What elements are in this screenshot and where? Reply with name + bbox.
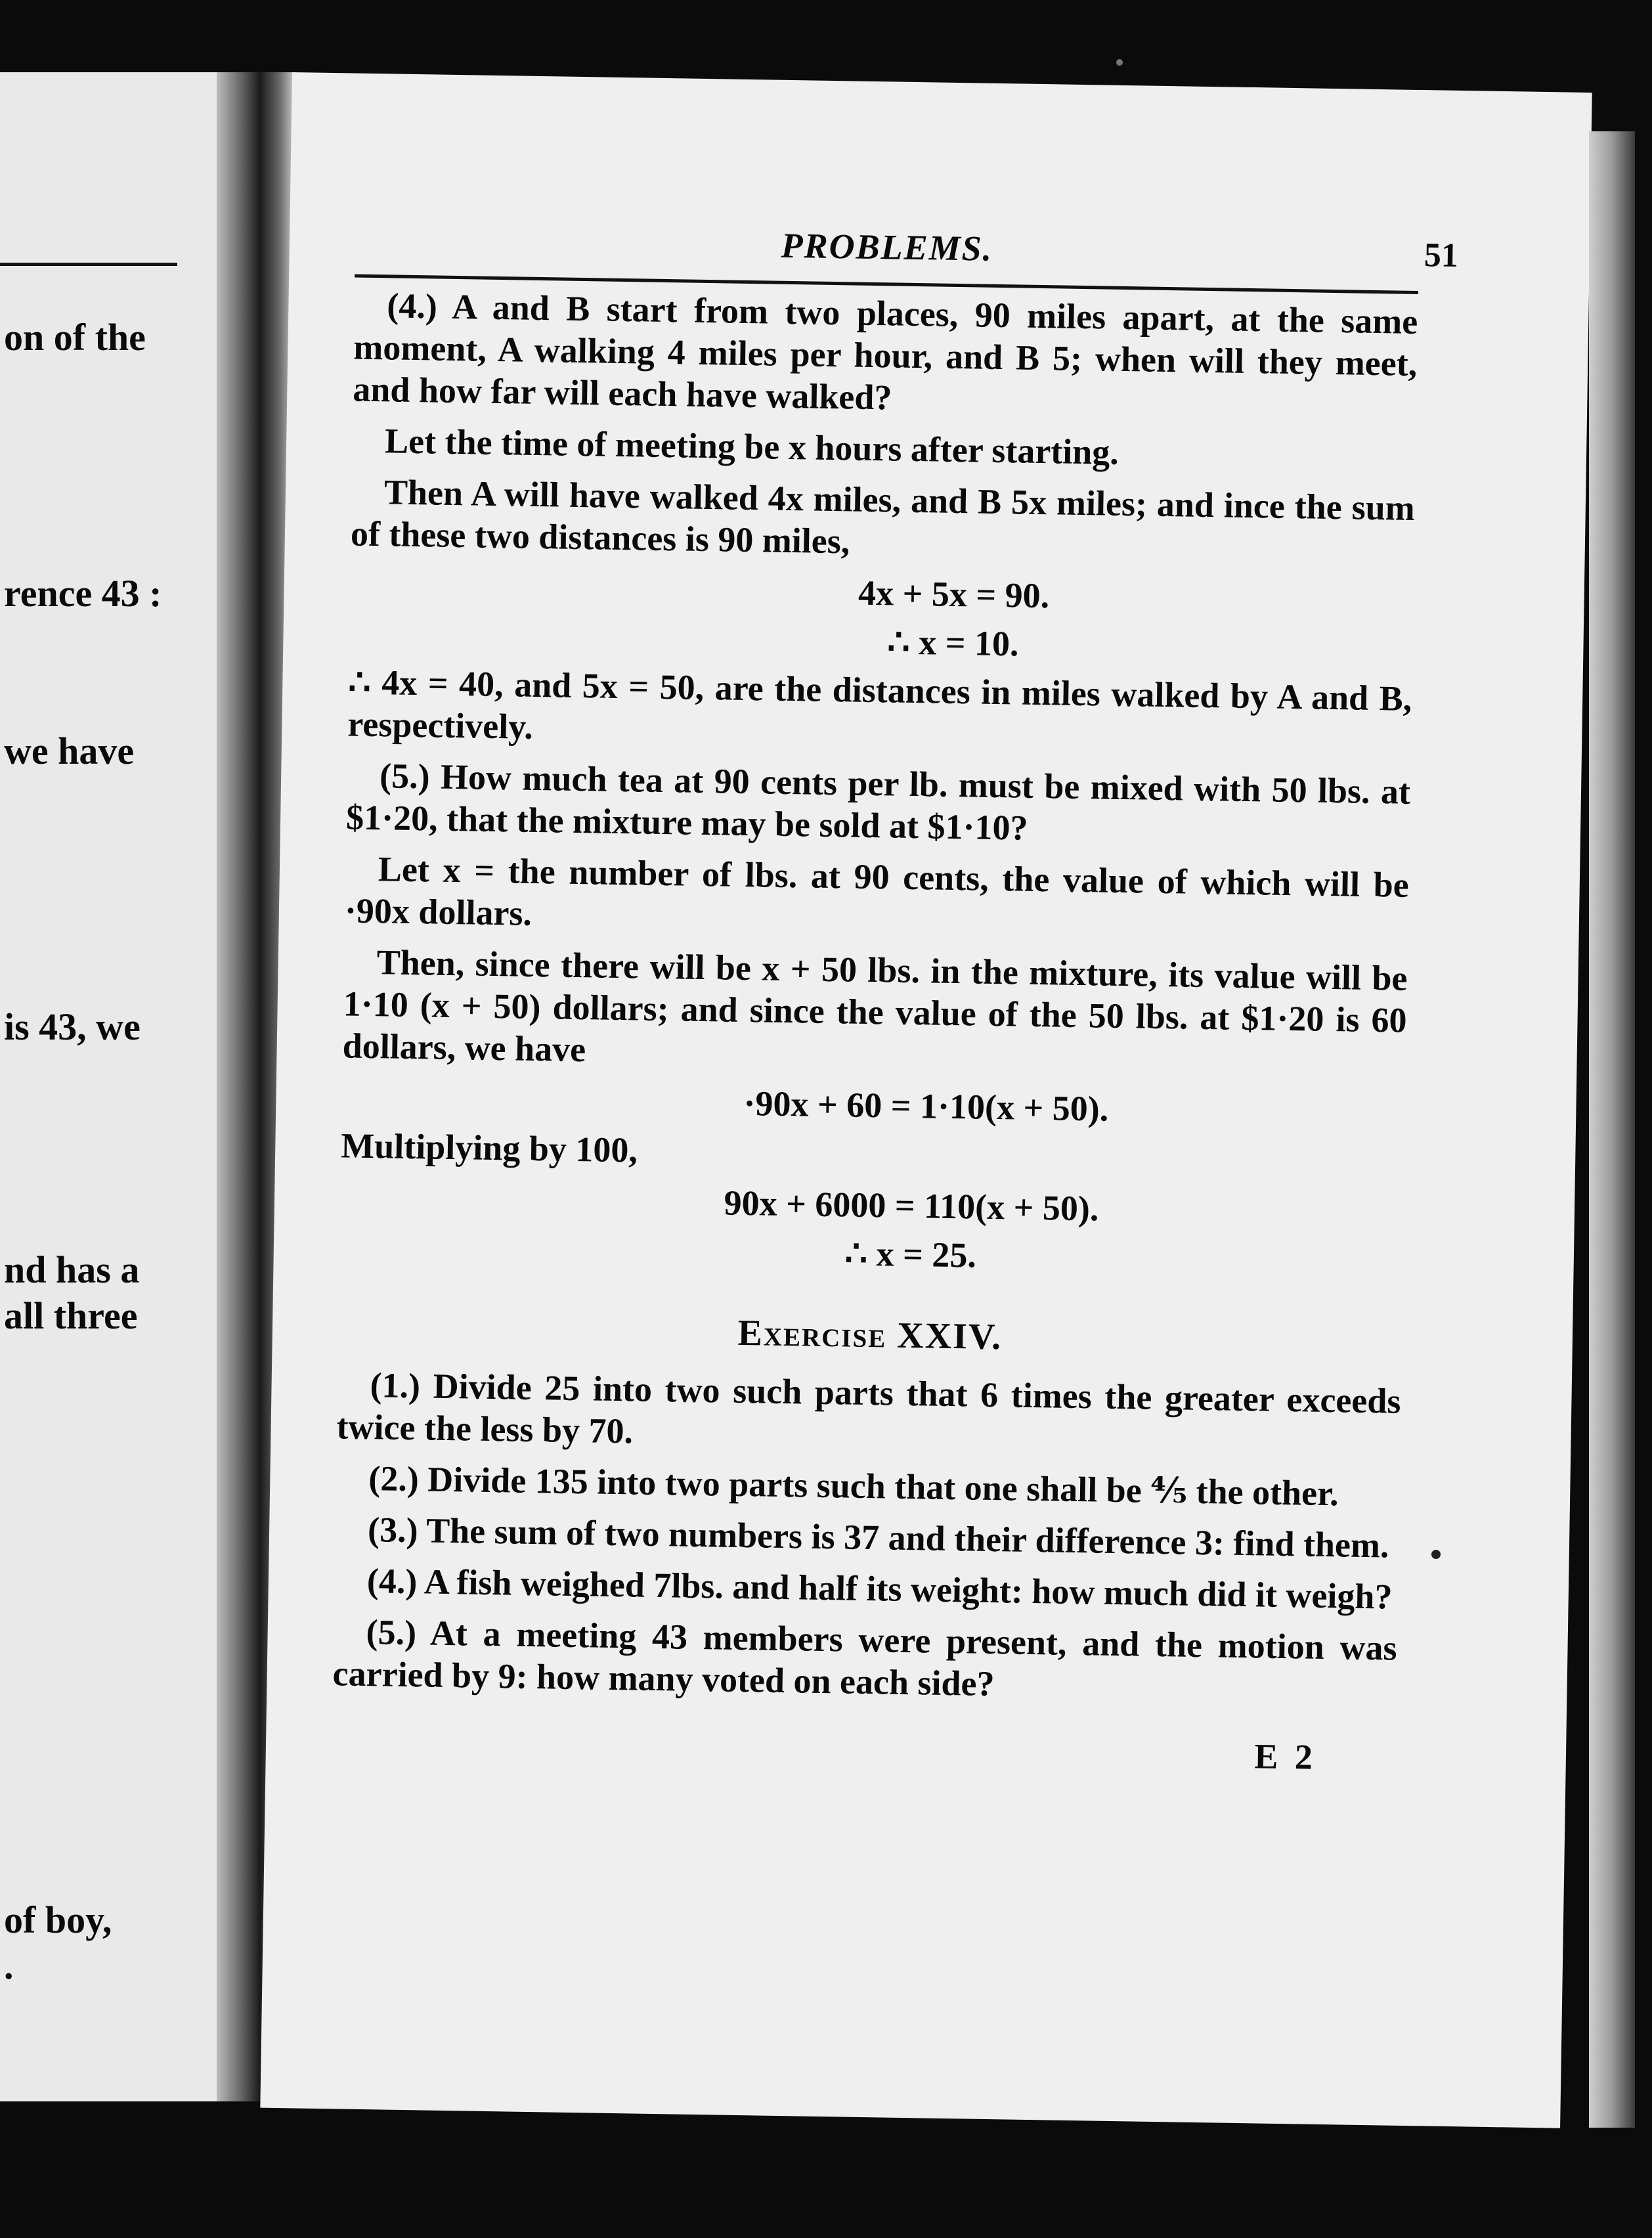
- problem-5: (5.) How much tea at 90 cents per lb. must be mixed with 50 lbs. at $1·20, that the mixture may be sold at $1·10?: [345, 756, 1411, 848]
- exercise-item-4: (4.) A fish weighed 7lbs. and half its weight: how much did it weigh?: [366, 1561, 1393, 1617]
- left-fragment-2: rence 43 :: [4, 572, 162, 615]
- exercise-heading: Exercise XXIV.: [737, 1312, 1003, 1358]
- left-fragment-5: nd has a: [4, 1248, 140, 1291]
- exercise-item-3: (3.) The sum of two numbers is 37 and their difference 3: find them.: [367, 1510, 1389, 1566]
- left-fragment-3: we have: [4, 730, 135, 772]
- book-page: [260, 72, 1592, 2128]
- solution-line-5: Then, since there will be x + 50 lbs. in the mixture, its value will be 1·10 (x + 50) dollars; and since the value of the 50 lbs. at $1·20 is 60 dollars, we have: [342, 942, 1408, 1070]
- left-fragment-6: all three: [4, 1294, 138, 1337]
- exercise-item-1: (1.) Divide 25 into two such parts that 6 times the greater exceeds twice the less by 70.: [336, 1365, 1401, 1451]
- exercise-item-5: (5.) At a meeting 43 members were present, and the motion was carried by 9: how many voted on each side?: [332, 1612, 1397, 1704]
- problem-4: (4.) A and B start from two places, 90 miles apart, at the same moment, A walking 4 miles per hour, and B 5; when will they meet, and how far will each have walked?: [352, 286, 1418, 418]
- left-fragment-4: is 43, we: [4, 1005, 141, 1048]
- solution-line-3: ∴ 4x = 40, and 5x = 50, are the distances in miles walked by A and B, respectively.: [347, 662, 1412, 747]
- ink-speck: [1431, 1550, 1441, 1559]
- left-fragment-8: .: [4, 1944, 14, 1987]
- equation-1: 4x + 5x = 90.: [858, 573, 1050, 616]
- equation-4: 90x + 6000 = 110(x + 50).: [724, 1183, 1099, 1229]
- page-title: PROBLEMS.: [781, 225, 993, 269]
- left-fragment-1: on of the: [4, 316, 146, 359]
- solution-line-4: Let x = the number of lbs. at 90 cents, the value of which will be ·90x dollars.: [344, 849, 1410, 933]
- signature-mark: E 2: [1253, 1736, 1317, 1777]
- page-edge: [1589, 131, 1635, 2128]
- left-page-fragment: [0, 72, 217, 2101]
- ink-speck: [1116, 59, 1123, 66]
- equation-5: ∴ x = 25.: [844, 1233, 977, 1275]
- solution-line-6: Multiplying by 100,: [340, 1126, 638, 1170]
- equation-3: ·90x + 60 = 1·10(x + 50).: [743, 1083, 1109, 1129]
- equation-2: ∴ x = 10.: [886, 622, 1019, 664]
- left-fragment-7: of boy,: [4, 1898, 112, 1941]
- solution-line-1: Let the time of meeting be x hours after starting.: [384, 421, 1119, 472]
- page-number: 51: [1424, 236, 1459, 274]
- left-page-rule: [0, 263, 177, 266]
- solution-line-2: Then A will have walked 4x miles, and B 5x miles; and ince the sum of these two distances is 90 miles,: [350, 472, 1416, 561]
- page-content: [332, 218, 1459, 1780]
- exercise-item-2: (2.) Divide 135 into two parts such that one shall be ⅘ the other.: [368, 1459, 1339, 1514]
